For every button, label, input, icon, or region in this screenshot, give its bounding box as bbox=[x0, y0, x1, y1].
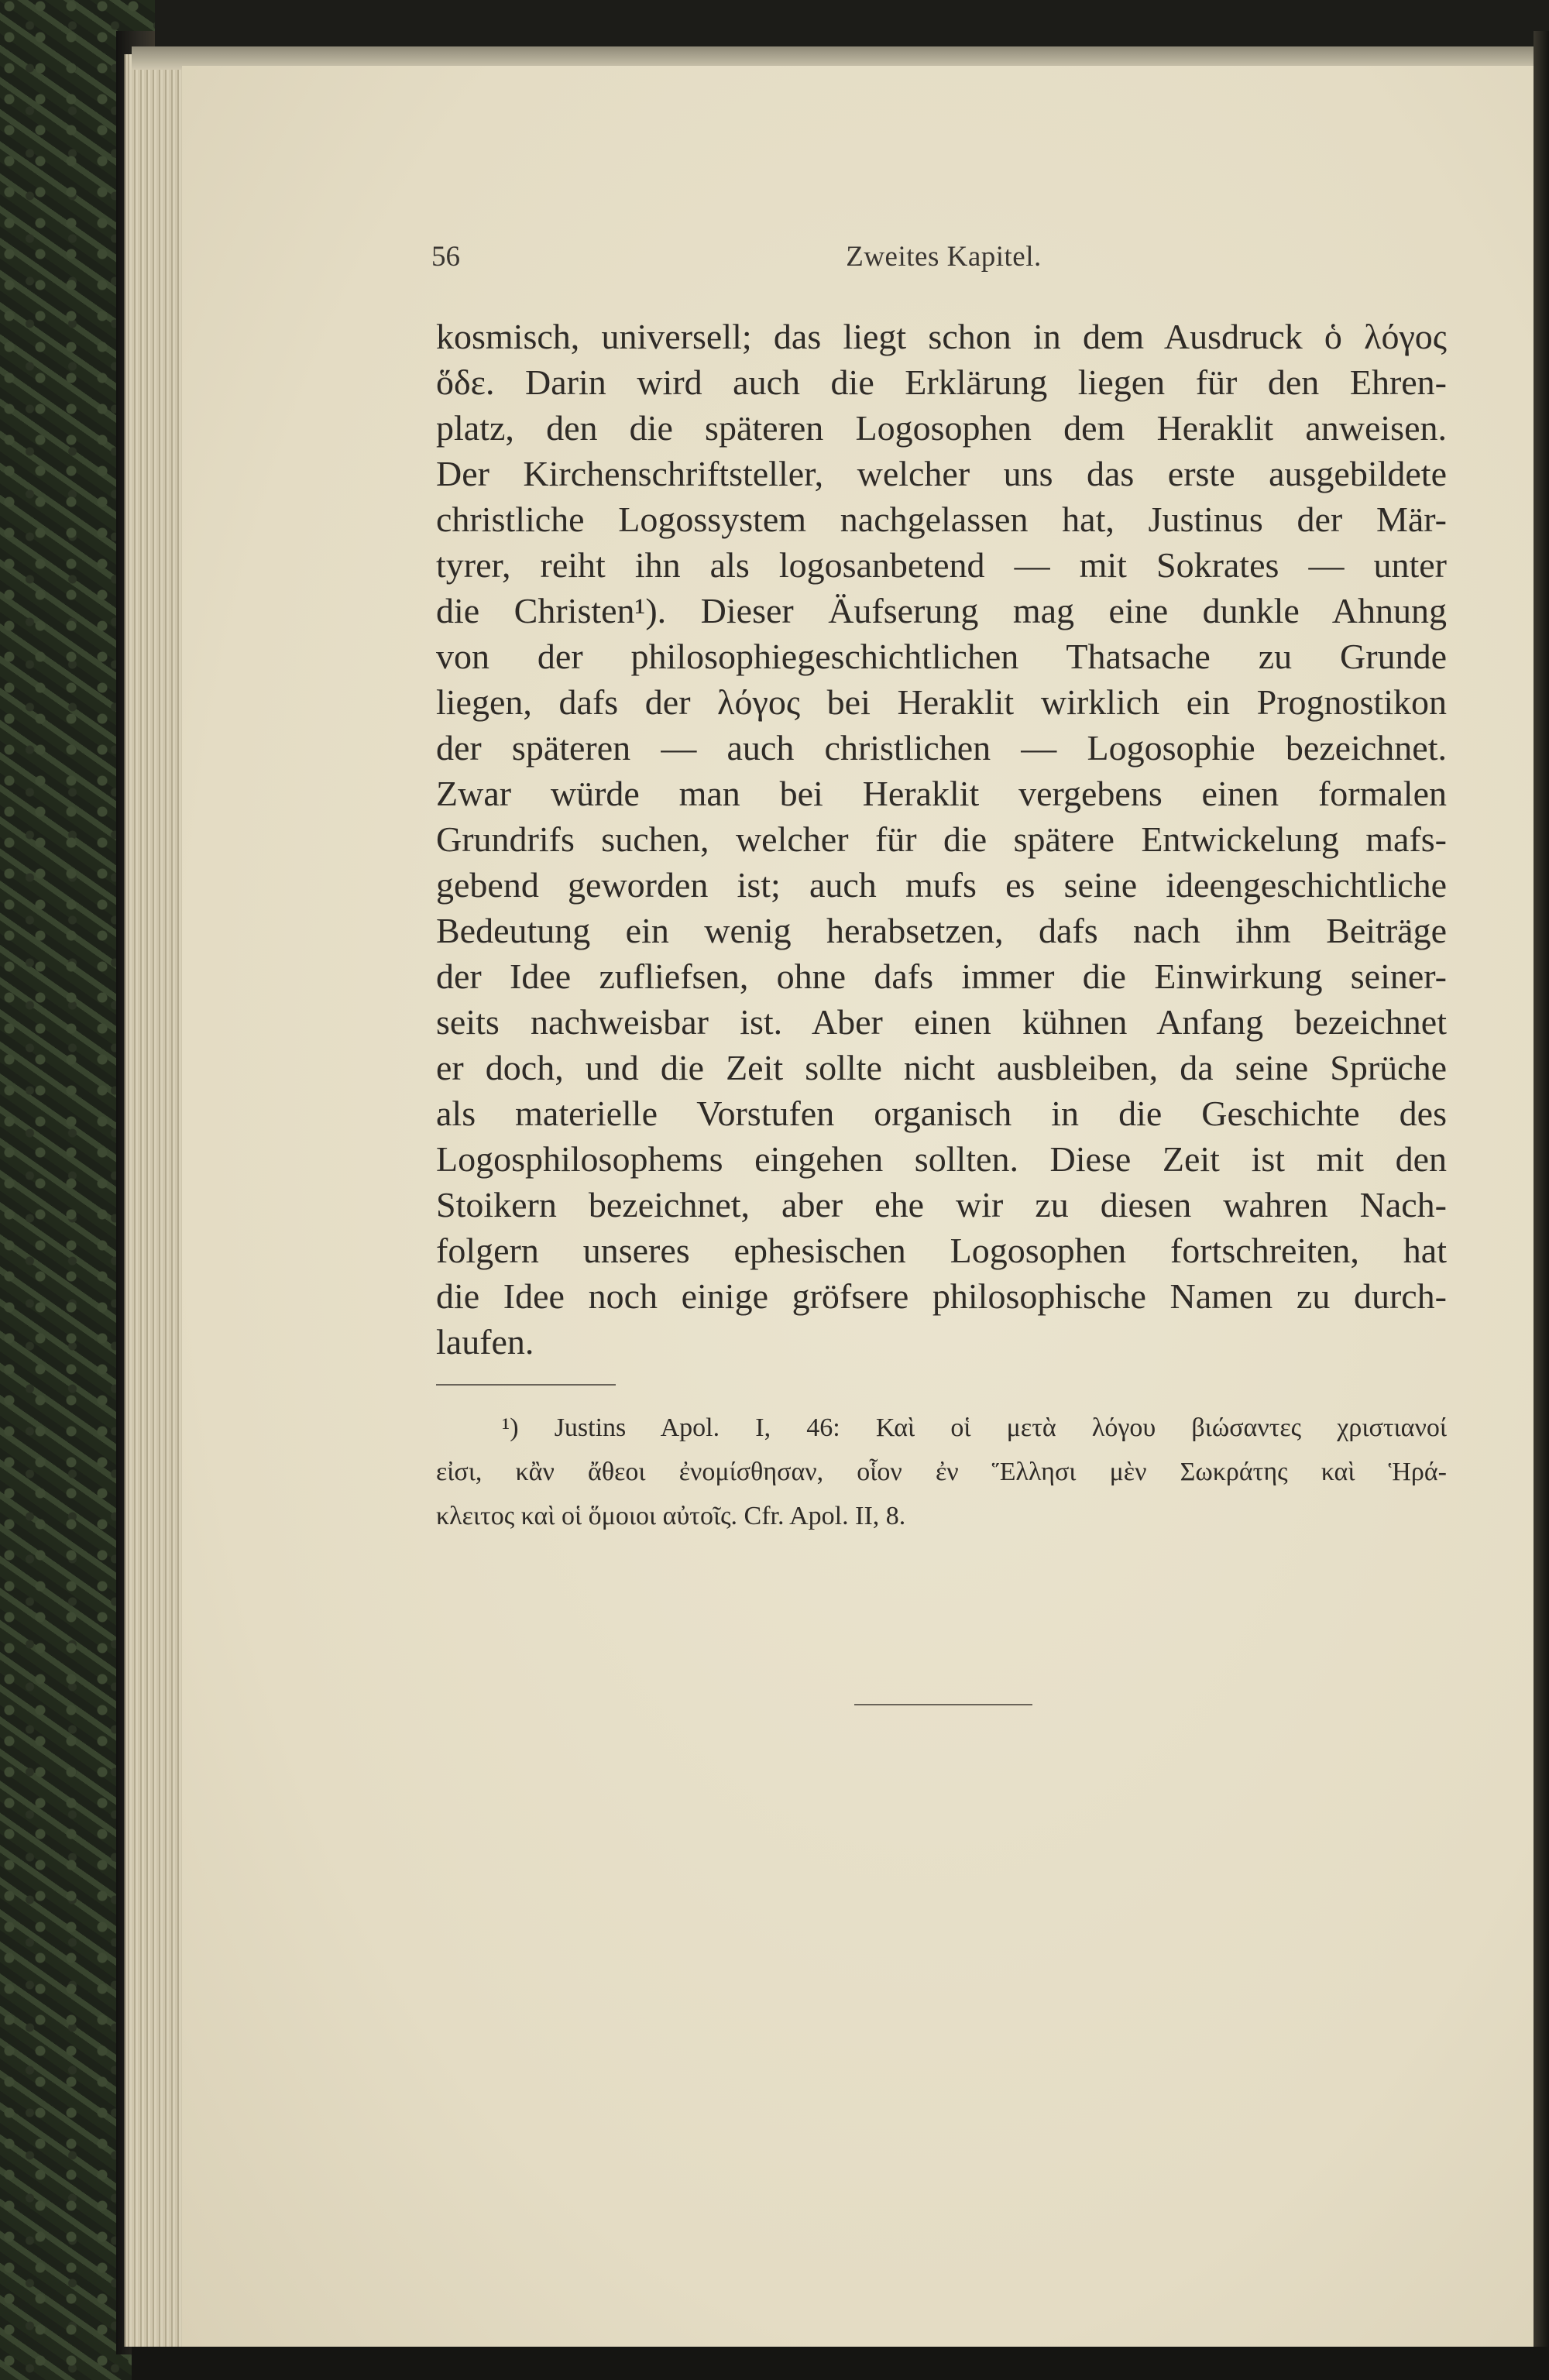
body-line: Logosphilosophems eingehen sollten. Diese Zeit ist mit den bbox=[436, 1139, 1447, 1179]
footnote-line: ¹) Justins Apol. I, 46: Καὶ οἱ μετὰ λόγου βιώσαντες χριστιανοί bbox=[502, 1413, 1447, 1442]
body-line: Grundrifs suchen, welcher für die spätere Entwickelung mafs- bbox=[436, 819, 1447, 859]
body-line: Zwar würde man bei Heraklit vergebens einen formalen bbox=[436, 774, 1447, 813]
body-line: als materielle Vorstufen organisch in die Geschichte des bbox=[436, 1094, 1447, 1133]
body-line: platz, den die späteren Logosophen dem Heraklit anweisen. bbox=[436, 408, 1447, 448]
body-line: liegen, dafs der λόγος bei Heraklit wirklich ein Prognostikon bbox=[436, 682, 1447, 722]
body-text bbox=[436, 314, 1447, 1365]
body-line: folgern unseres ephesischen Logosophen fortschreiten, hat bbox=[436, 1231, 1447, 1270]
body-line: die Christen¹). Dieser Äufserung mag eine dunkle Ahnung bbox=[436, 591, 1447, 630]
body-line: von der philosophiegeschichtlichen Thatsache zu Grunde bbox=[436, 637, 1447, 676]
body-line: er doch, und die Zeit sollte nicht ausbleiben, da seine Sprüche bbox=[436, 1048, 1447, 1087]
body-line: der Idee zufliefsen, ohne dafs immer die Einwirkung seiner- bbox=[436, 956, 1447, 996]
running-head: Zweites Kapitel. bbox=[846, 241, 1042, 273]
right-shadow bbox=[1534, 31, 1549, 2354]
page-number: 56 bbox=[431, 241, 460, 273]
body-line: seits nachweisbar ist. Aber einen kühnen Anfang bezeichnet bbox=[436, 1002, 1447, 1042]
footnote-line: εἰσι, κἂν ἄθεοι ἐνομίσθησαν, οἷον ἐν Ἕλλησι μὲν Σωκράτης καὶ Ἡρά- bbox=[436, 1458, 1447, 1486]
page-header bbox=[431, 240, 1456, 287]
footnote bbox=[436, 1406, 1447, 1538]
body-line: christliche Logossystem nachgelassen hat, Justinus der Mär- bbox=[436, 500, 1447, 539]
body-line: gebend geworden ist; auch mufs es seine ideengeschichtliche bbox=[436, 865, 1447, 905]
body-line: Stoikern bezeichnet, aber ehe wir zu diesen wahren Nach- bbox=[436, 1185, 1447, 1224]
body-line: Der Kirchenschriftsteller, welcher uns das erste ausgebildete bbox=[436, 454, 1447, 493]
body-line: Bedeutung ein wenig herabsetzen, dafs nach ihm Beiträge bbox=[436, 911, 1447, 950]
body-line: tyrer, reiht ihn als logosanbetend — mit Sokrates — unter bbox=[436, 545, 1447, 585]
body-line: kosmisch, universell; das liegt schon in dem Ausdruck ὁ λόγος bbox=[436, 317, 1447, 356]
footnote-line: κλειτος καὶ οἱ ὅμοιοι αὐτοῖς. Cfr. Apol. II, 8. bbox=[436, 1502, 906, 1530]
bottom-shadow bbox=[132, 2347, 1549, 2380]
end-rule bbox=[854, 1704, 1032, 1705]
body-line: ὅδε. Darin wird auch die Erklärung liegen für den Ehren- bbox=[436, 362, 1447, 402]
body-line: der späteren — auch christlichen — Logosophie bezeichnet. bbox=[436, 728, 1447, 768]
footnote-rule bbox=[436, 1384, 616, 1386]
body-line: die Idee noch einige gröfsere philosophische Namen zu durch- bbox=[436, 1276, 1447, 1316]
body-line: laufen. bbox=[436, 1322, 534, 1362]
